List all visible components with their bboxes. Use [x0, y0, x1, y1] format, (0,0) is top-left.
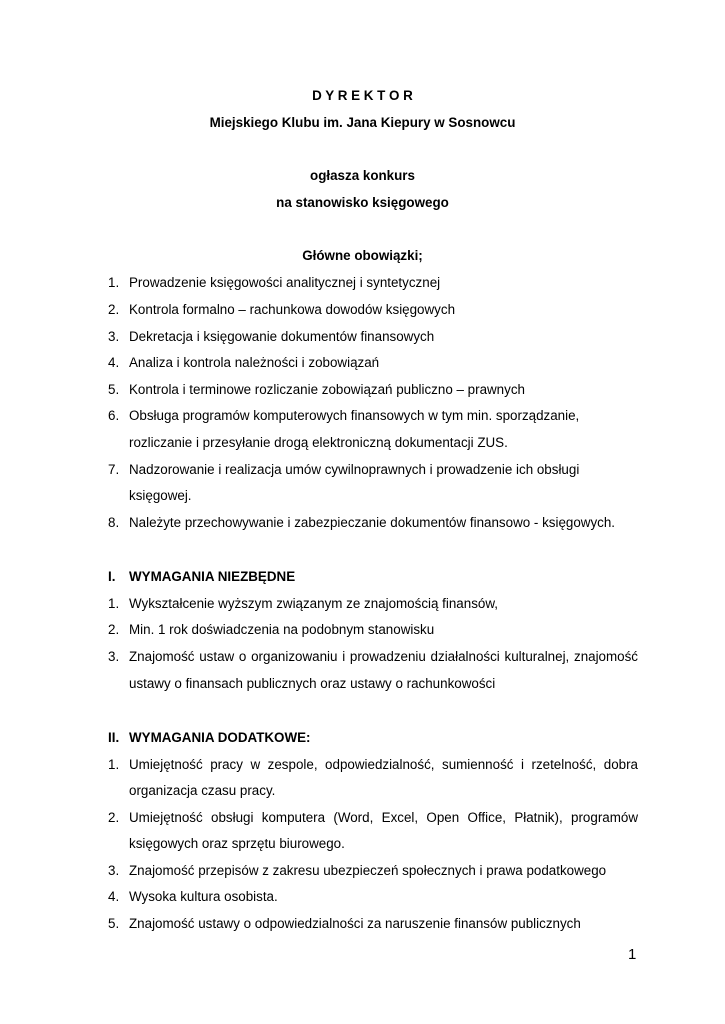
list-item-number: 4. [108, 355, 120, 370]
list-item-number: 3. [108, 329, 120, 344]
list-item-number: 1. [108, 757, 120, 772]
list-item-number: 8. [108, 515, 120, 530]
list-item-text: Nadzorowanie i realizacja umów cywilnoprawnych i prowadzenie ich obsługi [129, 462, 580, 477]
list-item-text: Kontrola i terminowe rozliczanie zobowiązań publiczno – prawnych [129, 382, 525, 397]
section-title: WYMAGANIA DODATKOWE: [129, 730, 311, 745]
list-item-number: 3. [108, 863, 120, 878]
list-item-text: Wysoka kultura osobista. [129, 889, 278, 904]
list-item-text: Analiza i kontrola należności i zobowiązań [129, 355, 380, 370]
list-item-number: 2. [108, 302, 120, 317]
list-item-number: 5. [108, 916, 120, 931]
list-item-continuation: księgowej. [129, 488, 192, 503]
list-item-continuation: księgowych oraz sprzętu biurowego. [129, 836, 345, 851]
list-item-text: Min. 1 rok doświadczenia na podobnym stanowisku [129, 622, 435, 637]
institution-heading: Miejskiego Klubu im. Jana Kiepury w Sosnowcu [209, 115, 516, 130]
list-item-text: Kontrola formalno – rachunkowa dowodów księgowych [129, 302, 456, 317]
list-item-number: 1. [108, 275, 120, 290]
list-item-text: Umiejętność obsługi komputera (Word, Excel, Open Office, Płatnik), programów [129, 810, 638, 825]
list-item-number: 5. [108, 382, 120, 397]
list-item-text: Znajomość ustaw o organizowaniu i prowadzeniu działalności kulturalnej, znajomość [129, 649, 638, 664]
list-item-number: 6. [108, 408, 120, 423]
list-item-text: Obsługa programów komputerowych finansowych w tym min. sporządzanie, [129, 408, 580, 423]
announcement-line: ogłasza konkurs [310, 168, 415, 183]
list-item-continuation: ustawy o finansach publicznych oraz ustawy o rachunkowości [129, 676, 496, 691]
list-item-number: 1. [108, 596, 120, 611]
director-heading: D Y R E K T O R [312, 88, 413, 103]
list-item-text: Wykształcenie wyższym związanym ze znajomością finansów, [129, 596, 498, 611]
list-item-text: Dekretacja i księgowanie dokumentów finansowych [129, 329, 435, 344]
list-item-number: 7. [108, 462, 120, 477]
list-item-continuation: rozliczanie i przesyłanie drogą elektroniczną dokumentacji ZUS. [129, 435, 508, 450]
list-item-number: 3. [108, 649, 120, 664]
section-number: II. [108, 730, 120, 745]
list-item-text: Należyte przechowywanie i zabezpieczanie dokumentów finansowo - księgowych. [129, 515, 616, 530]
duties-title: Główne obowiązki; [302, 248, 423, 263]
list-item-text: Umiejętność pracy w zespole, odpowiedzialność, sumienność i rzetelność, dobra [129, 757, 638, 772]
list-item-continuation: organizacja czasu pracy. [129, 783, 276, 798]
position-line: na stanowisko księgowego [276, 195, 449, 210]
page-number: 1 [628, 946, 637, 963]
list-item-number: 2. [108, 810, 120, 825]
list-item-number: 4. [108, 889, 120, 904]
list-item-text: Znajomość ustawy o odpowiedzialności za naruszenie finansów publicznych [129, 916, 581, 931]
section-title: WYMAGANIA NIEZBĘDNE [129, 569, 296, 584]
section-number: I. [108, 569, 116, 584]
list-item-text: Prowadzenie księgowości analitycznej i syntetycznej [129, 275, 441, 290]
list-item-number: 2. [108, 622, 120, 637]
list-item-text: Znajomość przepisów z zakresu ubezpieczeń społecznych i prawa podatkowego [129, 863, 607, 878]
